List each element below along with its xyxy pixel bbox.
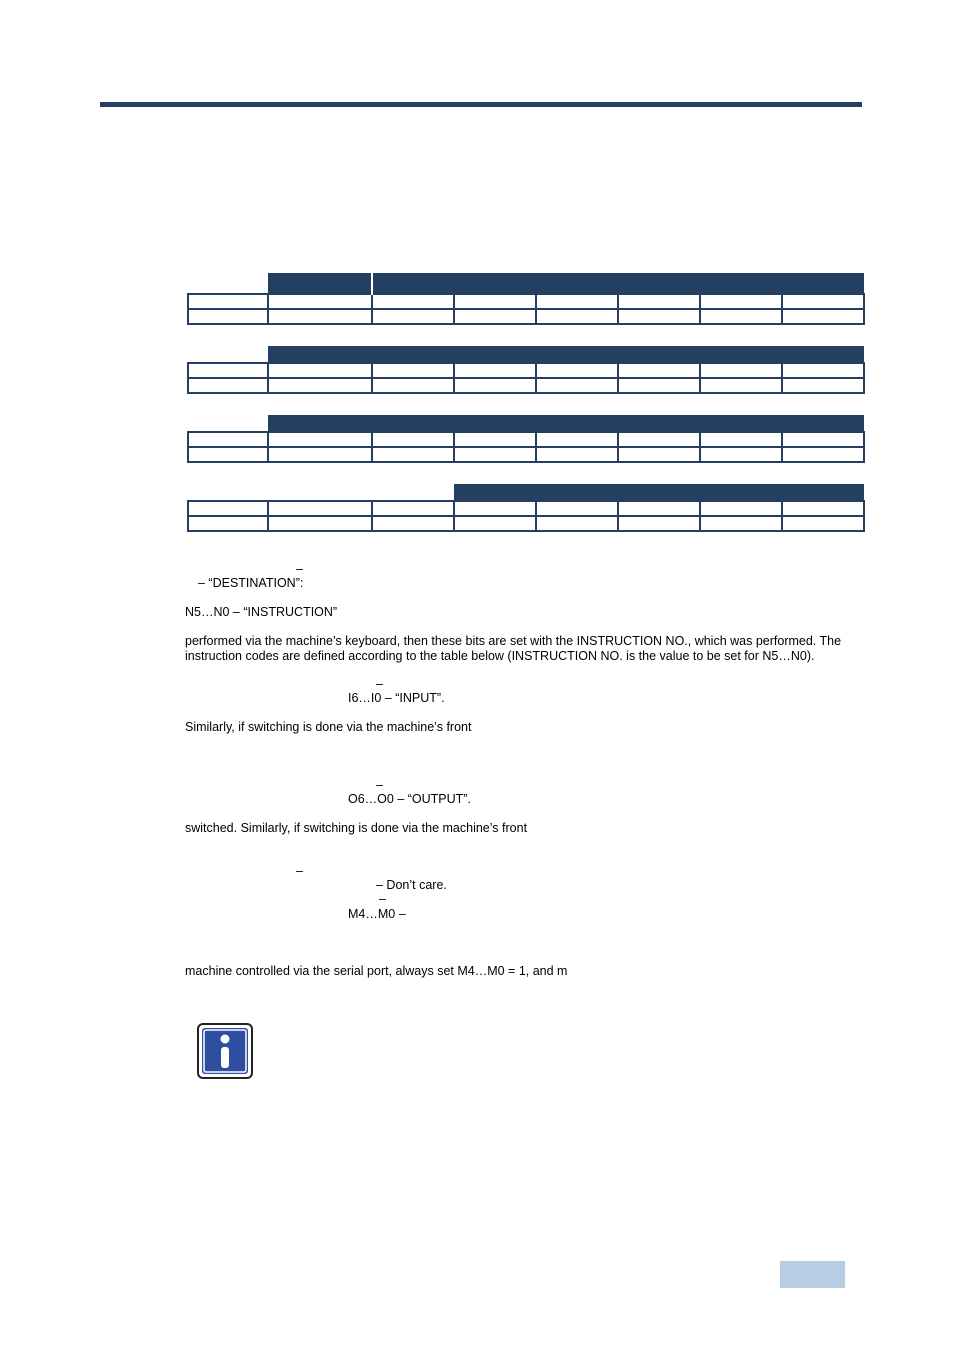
- table-4-header: [454, 484, 864, 501]
- table-row: [188, 363, 864, 378]
- table-row: [188, 516, 864, 531]
- byte-table-3: [187, 415, 865, 463]
- dash-1: –: [296, 562, 303, 576]
- machine-label: M4…M0 –: [348, 907, 406, 921]
- table-1-header-b: [372, 273, 864, 294]
- dont-care-label: – Don’t care.: [376, 878, 447, 892]
- table-row: [188, 309, 864, 324]
- table-row: [188, 501, 864, 516]
- dash-2: –: [376, 677, 383, 691]
- table-row: [188, 447, 864, 462]
- output-paragraph: switched. Similarly, if switching is done via the machine’s front: [185, 821, 528, 835]
- table-row: [188, 378, 864, 393]
- byte-table-4: [187, 484, 865, 532]
- table-row: [188, 294, 864, 309]
- dash-5: –: [379, 892, 386, 906]
- input-label: I6…I0 – “INPUT”.: [348, 691, 445, 705]
- info-icon: [197, 1023, 253, 1079]
- instruction-paragraph-line-1: performed via the machine’s keyboard, then these bits are set with the INSTRUCTION NO., which was performed. The: [185, 634, 842, 648]
- table-row: [188, 432, 864, 447]
- machine-paragraph: machine controlled via the serial port, always set M4…M0 = 1, and m: [185, 964, 568, 978]
- table-3-header: [268, 415, 864, 432]
- input-paragraph: Similarly, if switching is done via the machine’s front: [185, 720, 472, 734]
- byte-table-2: [187, 346, 865, 394]
- header-rule: [100, 102, 862, 107]
- table-1-header-a: [268, 273, 372, 294]
- instruction-label: N5…N0 – “INSTRUCTION”: [185, 605, 338, 619]
- dash-3: –: [376, 778, 383, 792]
- output-label: O6…O0 – “OUTPUT”.: [348, 792, 471, 806]
- dash-4: –: [296, 864, 303, 878]
- page-number-tab: [780, 1261, 845, 1288]
- instruction-paragraph-line-2: instruction codes are defined according to the table below (INSTRUCTION NO. is the value to be set for N5…N0).: [185, 649, 815, 663]
- destination-label: – “DESTINATION”:: [198, 576, 304, 590]
- table-2-header: [268, 346, 864, 363]
- byte-table-1: [187, 273, 865, 325]
